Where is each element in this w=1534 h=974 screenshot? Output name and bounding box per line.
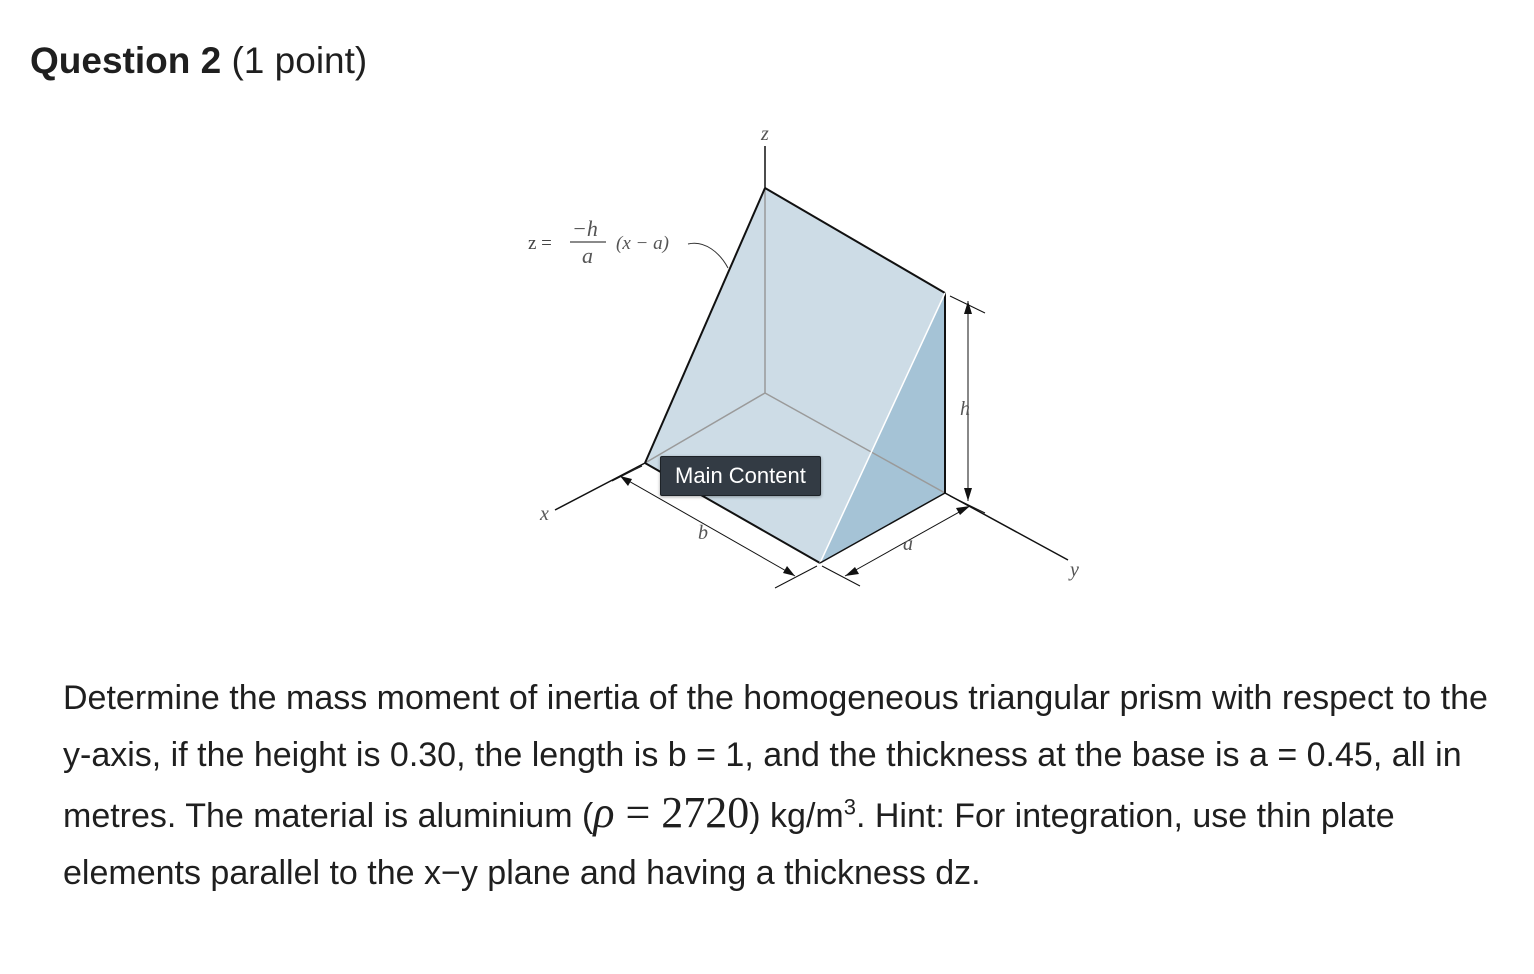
axis-y-label: y bbox=[1070, 559, 1079, 581]
question-title: Question 2 bbox=[30, 40, 222, 81]
question-text bbox=[63, 670, 1503, 902]
dim-b-arrow-left bbox=[620, 476, 632, 486]
axis-x-label: x bbox=[540, 503, 549, 525]
question-body-text: Determine the mass moment of inertia of the homogeneous triangular prism with respect to the y-axis, if the height is 0.30, the length is b = 1, and the thickness at the base is a = 0.45, all in metres. The material is aluminium ( bbox=[63, 679, 1488, 835]
prism-figure bbox=[520, 118, 1100, 608]
main-content-tooltip: Main Content bbox=[660, 456, 821, 496]
dim-b-label: b bbox=[698, 522, 708, 544]
equation-leader bbox=[688, 243, 728, 268]
dim-a-arrow-left bbox=[845, 567, 859, 576]
axis-x-line bbox=[555, 463, 645, 510]
question-header bbox=[30, 38, 367, 84]
equation-rhs: (x − a) bbox=[616, 233, 669, 254]
dim-a-arrow-right bbox=[956, 506, 970, 515]
density-formula bbox=[593, 788, 749, 837]
rho-value: 2720 bbox=[661, 788, 750, 837]
question-points: (1 point) bbox=[231, 40, 368, 81]
prism-diagram bbox=[520, 118, 1100, 608]
equation-denominator: a bbox=[582, 243, 593, 268]
sentence-end: . bbox=[855, 797, 866, 835]
rho-symbol: ρ bbox=[593, 788, 615, 837]
dim-a-label: a bbox=[903, 533, 913, 555]
equation-numerator: −h bbox=[572, 216, 598, 241]
unit-exponent: 3 bbox=[843, 794, 856, 820]
axis-z-label: z bbox=[761, 123, 769, 145]
hint-text: Hint: For integration, use thin plate elements parallel to the x−y plane and having a thickness dz. bbox=[63, 797, 1395, 892]
equals-sign: = bbox=[614, 788, 662, 837]
equation-lhs: z = bbox=[528, 233, 552, 254]
dim-b-arrow-right bbox=[783, 566, 795, 576]
density-unit: ) kg/m bbox=[749, 797, 844, 835]
dim-h-label: h bbox=[960, 398, 970, 420]
dim-b-ext-right bbox=[775, 566, 817, 588]
dim-h-arrow-bottom bbox=[964, 488, 972, 501]
